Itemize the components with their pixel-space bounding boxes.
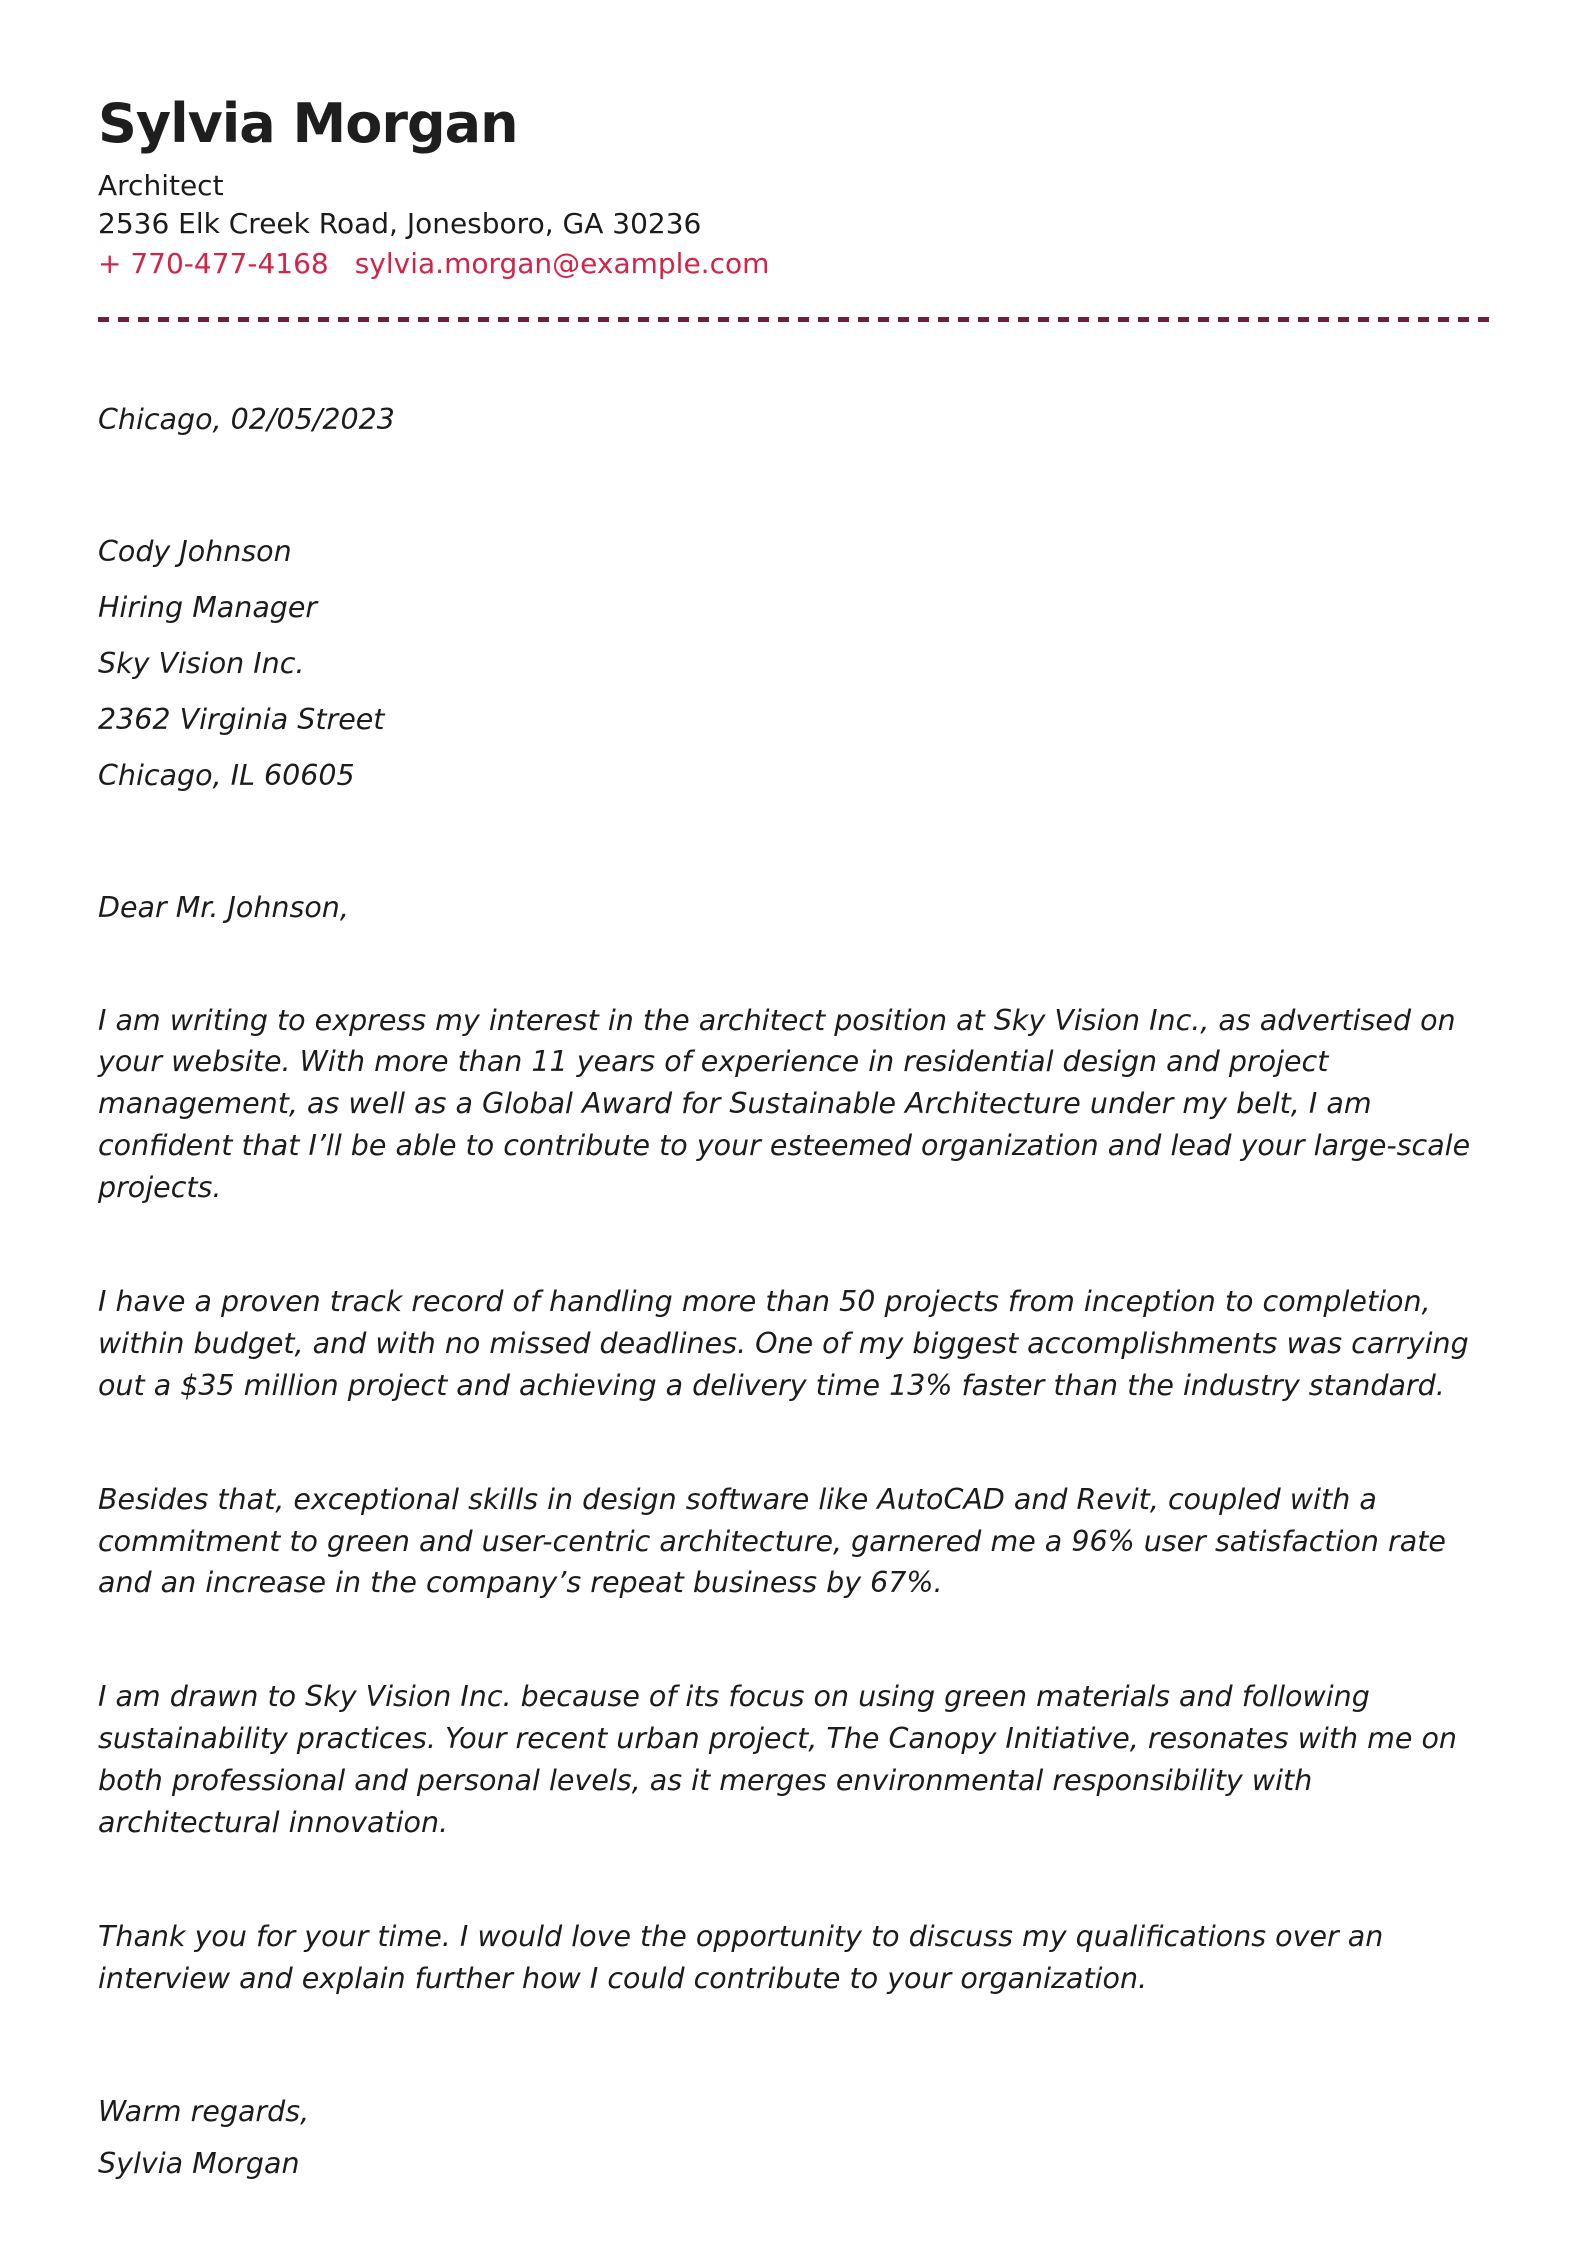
closing-phrase: Warm regards, [98, 2094, 310, 2128]
paragraph-motivation: I am drawn to Sky Vision Inc. because of its focus on using green materials and following sustainability practices. Your recent urban project, The Canopy Initiative, resonates with me on both professional and personal levels, as it merges environmental responsibility with architectural innovation. [98, 1680, 1457, 1840]
sender-address: 2536 Elk Creek Road, Jonesboro, GA 30236 [98, 207, 702, 241]
date-place-line: Chicago, 02/05/2023 [98, 402, 395, 436]
recipient-role: Hiring Manager [98, 590, 318, 624]
signature-name: Sylvia Morgan [98, 2146, 300, 2180]
salutation: Dear Mr. Johnson, [98, 890, 349, 924]
closing-block [98, 2086, 1492, 2190]
paragraph-thanks: Thank you for your time. I would love the opportunity to discuss my qualifications over an interview and explain further how I could contribute to your organization. [98, 1919, 1384, 1995]
recipient-company: Sky Vision Inc. [98, 646, 305, 680]
paragraph-skills: Besides that, exceptional skills in design software like AutoCAD and Revit, coupled with a commitment to green and user-centric architecture, garnered me a 96% user satisfaction rate and an increase in the company’s repeat business by 67%. [98, 1482, 1446, 1600]
sender-name: Sylvia Morgan [98, 92, 518, 155]
recipient-street: 2362 Virginia Street [98, 702, 385, 736]
sender-contact-line [98, 245, 1492, 283]
letter-body [98, 400, 1492, 2190]
recipient-block [98, 524, 1492, 804]
recipient-name: Cody Johnson [98, 534, 292, 568]
sender-phone: + 770-477-4168 [98, 246, 329, 280]
letter-header [98, 94, 1492, 283]
sender-email: sylvia.morgan@example.com [354, 246, 770, 280]
dashed-divider [98, 317, 1492, 322]
paragraph-track-record: I have a proven track record of handling more than 50 projects from inception to completion, within budget, and with no missed deadlines. One of my biggest accomplishments was carrying out a $35 million project and achieving a delivery time 13% faster than the industry standard. [98, 1285, 1469, 1402]
recipient-city: Chicago, IL 60605 [98, 758, 355, 792]
paragraph-intro: I am writing to express my interest in the architect position at Sky Vision Inc., as advertised on your website. With more than 11 years of experience in residential design and project management, as well as a Global Award for Sustainable Architecture under my belt, I am confident that I’ll be able to contribute to your esteemed organization and lead your large-scale projects. [98, 1003, 1471, 1205]
sender-job-title: Architect [98, 169, 224, 203]
